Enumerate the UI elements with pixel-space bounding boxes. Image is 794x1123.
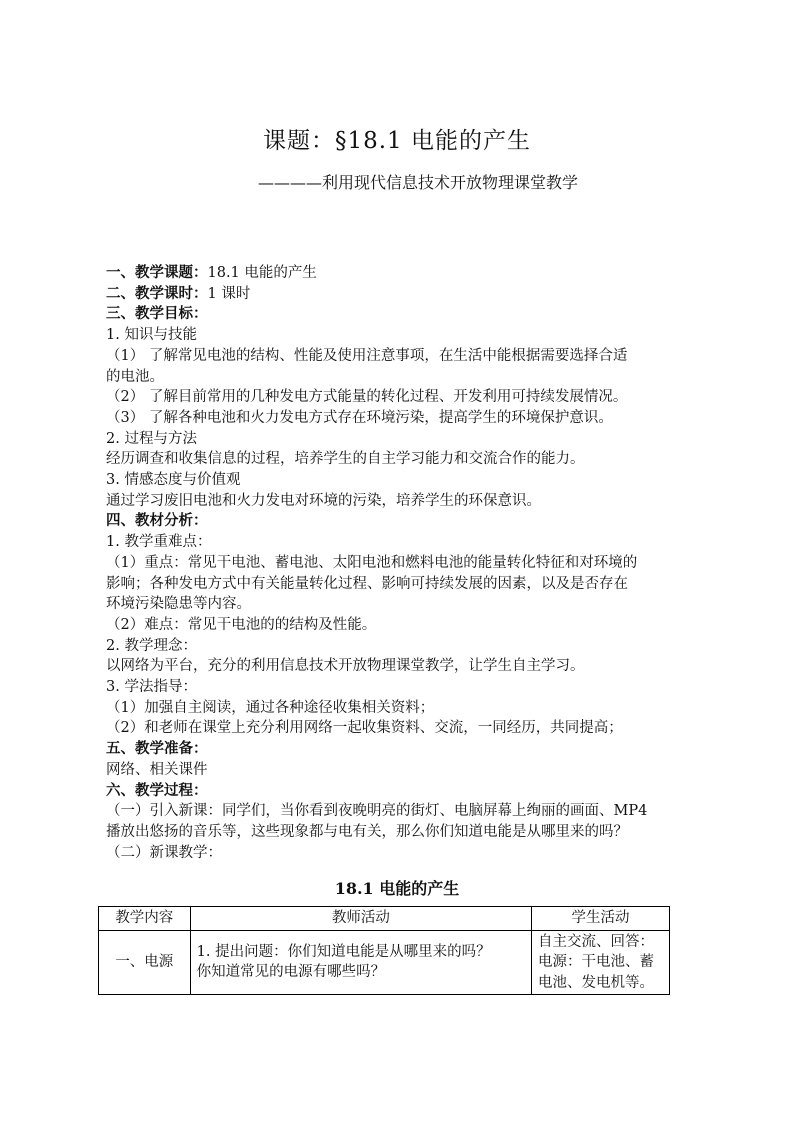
section-topic	[106, 263, 706, 284]
paragraph-line: 影响；各种发电方式中有关能量转化过程、影响可持续发展的因素，以及是否存在	[106, 575, 628, 592]
cell-line: 电源：干电池、蓄	[538, 954, 655, 970]
paragraph-line: （2）难点：常见干电池的的结构及性能。	[106, 616, 377, 633]
paragraph-line: （2）和老师在课堂上充分利用网络一起收集资料、交流，一同经历，共同提高；	[106, 720, 623, 737]
table-row	[99, 930, 670, 995]
paragraph-line: （3） 了解各种电池和火力发电方式存在环境污染，提高学生的环境保护意识。	[106, 409, 613, 426]
table-cell-content: 一、电源	[99, 930, 191, 995]
document-title: 课题：§18.1 电能的产生	[262, 128, 532, 154]
paragraph-line: （1）重点：常见干电池、蓄电池、太阳电池和燃料电池的能量转化特征和对环境的	[106, 554, 638, 571]
paragraph-line: （1）加强自主阅读，通过各种途径收集相关资料；	[106, 699, 435, 716]
table-cell-teacher	[190, 930, 531, 995]
paragraph-line: 播放出悠扬的音乐等，这些现象都与电有关，那么你们知道电能是从哪里来的吗？	[106, 823, 628, 840]
document-body	[106, 263, 706, 863]
paragraph-line: 2. 过程与方法	[106, 430, 197, 447]
paragraph-line: 1. 知识与技能	[106, 327, 197, 344]
section-process-heading: 六、教学过程：	[106, 781, 208, 799]
paragraph-line: 以网络为平台，充分的利用信息技术开放物理课堂教学，让学生自主学习。	[106, 658, 585, 675]
paragraph-line: 的电池。	[106, 368, 164, 385]
table-header-cell: 教师活动	[190, 907, 531, 931]
paragraph-line: 经历调查和收集信息的过程，培养学生的自主学习能力和交流合作的能力。	[106, 451, 585, 468]
lesson-table	[98, 906, 670, 995]
section-value: 18.1 电能的产生	[207, 265, 317, 281]
paragraph-line: （二）新课教学：	[106, 844, 222, 861]
paragraph-line: 3. 情感态度与价值观	[106, 472, 241, 489]
table-cell-student	[532, 930, 670, 995]
cell-line: 自主交流、回答：	[538, 933, 655, 950]
paragraph-line: 网络、相关课件	[106, 761, 208, 778]
paragraph-line: 通过学习废旧电池和火力发电对环境的污染，培养学生的环保意识。	[106, 492, 541, 509]
table-header-row	[99, 907, 670, 931]
section-preparation-heading: 五、教学准备：	[106, 740, 208, 758]
paragraph-line: （2） 了解目前常用的几种发电方式能量的转化过程、开发利用可持续发展情况。	[106, 389, 628, 406]
section-objectives-heading: 三、教学目标：	[106, 305, 208, 323]
paragraph-line: 1. 教学重难点：	[106, 534, 212, 551]
paragraph-line: 环境污染隐患等内容。	[106, 596, 251, 613]
table-header-cell: 学生活动	[532, 907, 670, 931]
section-analysis-heading: 四、教材分析：	[106, 512, 208, 530]
cell-line: 电池、发电机等。	[538, 974, 655, 991]
section-value: 1 课时	[207, 285, 251, 302]
section-hours	[106, 284, 706, 305]
paragraph-line: （1） 了解常见电池的结构、性能及使用注意事项，在生活中能根据需要选择合适	[106, 347, 628, 364]
paragraph-line: 2. 教学理念：	[106, 637, 197, 654]
document-subtitle: ————利用现代信息技术开放物理课堂教学	[258, 173, 579, 192]
section-label: 二、教学课时：	[106, 284, 208, 302]
cell-line: 你知道常见的电源有哪些吗？	[196, 964, 386, 981]
table-title: 18.1 电能的产生	[334, 879, 460, 898]
table-header-cell: 教学内容	[99, 907, 191, 931]
paragraph-line: （一）引入新课：同学们，当你看到夜晚明亮的街灯、电脑屏幕上绚丽的画面、MP4	[106, 803, 648, 820]
section-label: 一、教学课题：	[106, 264, 208, 281]
cell-line: 1. 提出问题：你们知道电能是从哪里来的吗？	[196, 943, 491, 960]
paragraph-line: 3. 学法指导：	[106, 679, 197, 696]
